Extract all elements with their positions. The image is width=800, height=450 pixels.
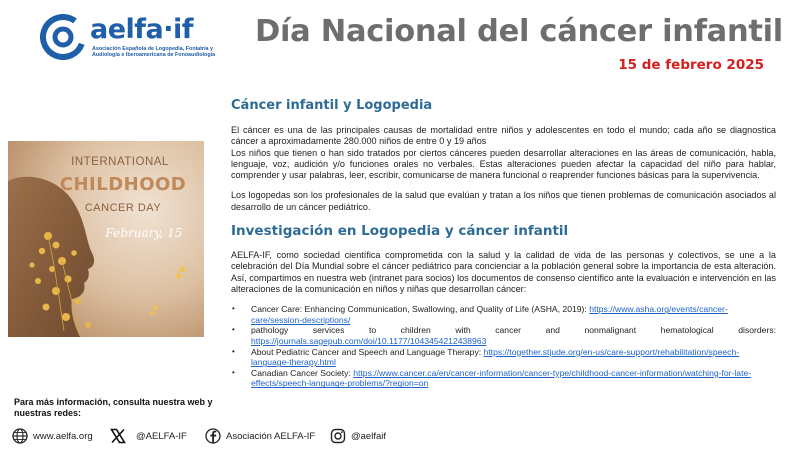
page-title: Día Nacional del cáncer infantil (255, 14, 783, 49)
instagram-link[interactable] (330, 428, 386, 444)
x-icon (110, 428, 126, 444)
x-link[interactable] (110, 428, 187, 444)
aelfa-logo-mark-icon (40, 14, 86, 60)
reference-link[interactable]: https://together.stjude.org/en-us/care-support/rehabilitation/speech-language-therapy.html (251, 346, 740, 368)
paragraph-aelfa: AELFA-IF, como sociedad científica comprometida con la salud y la calidad de vida de las personas y colectivos, se une a la celebración del Día Mundial sobre el cáncer pediátrico para concienciar a la población general sobre la importancia de esta alteración. Así, compartimos en nuestra web (intranet para socios) los documentos de consenso científico ante la evaluación e intervención en las alteraciones de la comunicación en niños y niñas que desarrollan cáncer: (231, 250, 776, 294)
poster-line-date: February, 15 (105, 226, 183, 240)
logo-wordmark: aelfa·if (90, 14, 194, 45)
article-content (231, 98, 776, 389)
list-item (231, 304, 776, 325)
paragraph-logopedas: Los logopedas son los profesionales de la salud que evalúan y tratan a los niños que tienen problemas de comunicación asociados al desarrollo de un cáncer pediátrico. (231, 190, 776, 212)
reference-link[interactable]: https://journals.sagepub.com/doi/10.1177/1043454212438963 (251, 336, 487, 347)
instagram-icon (330, 428, 346, 444)
list-item (231, 347, 776, 368)
globe-icon (12, 428, 28, 444)
reference-link[interactable]: https://www.asha.org/events/cancer-care/session-descriptions/ (251, 304, 728, 325)
list-item (231, 368, 776, 389)
reference-label: Canadian Cancer Society: (251, 367, 354, 378)
list-item (231, 325, 776, 346)
aelfa-logo (40, 12, 216, 68)
reference-link[interactable]: https://www.cancer.ca/en/cancer-information/cancer-type/childhood-cancer-information/watching-for-late-effects/speech-language-problems/?region=on (251, 367, 752, 389)
event-date: 15 de febrero 2025 (618, 57, 764, 73)
x-handle: @AELFA-IF (136, 430, 187, 442)
section-heading-cancer-logopedia: Cáncer infantil y Logopedia (231, 98, 433, 113)
poster-line-cancer-day: CANCER DAY (84, 202, 162, 214)
reference-label: About Pediatric Cancer and Speech and Language Therapy: (251, 346, 484, 357)
poster-line-childhood: CHILDHOOD (59, 174, 187, 195)
website-label: www.aelfa.org (33, 430, 93, 442)
paragraph-mortality: El cáncer es una de las principales causas de mortalidad entre niños y adolescentes en todo el mundo; cada año se diagnostica cáncer a aproximadamente 280.000 niños de entre 0 y 19 años (231, 125, 776, 147)
reference-label: Cancer Care: Enhancing Communication, Swallowing, and Quality of Life (ASHA, 2019): (251, 304, 590, 315)
reference-label: • pathology services to children with cancer and nonmalignant hematological disorders: (251, 325, 776, 336)
reference-list (231, 304, 776, 389)
section-heading-research: Investigación en Logopedia y cáncer infantil (231, 223, 569, 240)
facebook-label: Asociación AELFA-IF (226, 430, 316, 442)
logo-subtitle: Asociación Española de Logopedia, Foniatría y Audiología e Iberoamericana de Fonoaudiología (92, 46, 216, 59)
instagram-handle: @aelfaif (351, 430, 386, 442)
facebook-link[interactable] (205, 428, 315, 444)
poster-line-international: INTERNATIONAL (71, 156, 169, 168)
website-link[interactable] (12, 428, 93, 444)
paragraph-alterations: Los niños que tienen o han sido tratados por ciertos cánceres pueden desarrollar alteraciones en las áreas de comunicación, habla, lenguaje, voz, audición y/o funciones orales no verbales. Estas alteraciones pueden afectar la capacidad del niño para hablar, comprender y usar palabras, leer, escribir, comunicarse de manera funcional o reaprender funciones básicas para la supervivencia. (231, 147, 776, 181)
more-info-text: Para más información, consulta nuestra web y nuestras redes: (14, 397, 213, 418)
childhood-cancer-day-poster (8, 141, 204, 337)
facebook-icon (205, 428, 221, 444)
